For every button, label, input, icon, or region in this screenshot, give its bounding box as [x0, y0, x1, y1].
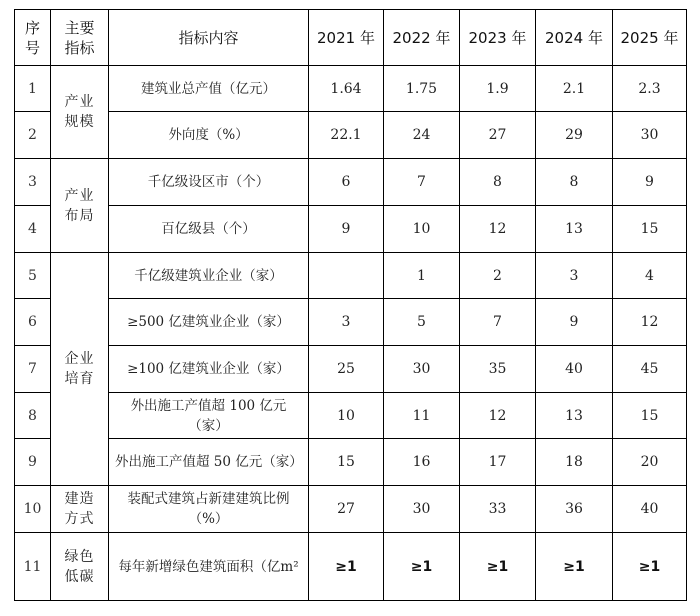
row-content: 外出施工产值超 50 亿元（家） — [109, 439, 309, 486]
cell-2022: 5 — [384, 299, 460, 346]
cell-2024: 18 — [536, 439, 613, 486]
table-row — [15, 206, 687, 253]
cell-2023: 12 — [460, 393, 536, 439]
cell-2025: 9 — [613, 159, 687, 206]
cell-2023: 17 — [460, 439, 536, 486]
cell-2021: 1.64 — [309, 66, 384, 112]
cell-2023: 8 — [460, 159, 536, 206]
cell-2024: 29 — [536, 112, 613, 159]
cell-2024: 36 — [536, 486, 613, 533]
table-row — [15, 299, 687, 346]
row-seq: 2 — [15, 112, 51, 159]
row-content: 每年新增绿色建筑面积（亿m² — [109, 533, 309, 601]
cell-2022: 11 — [384, 393, 460, 439]
table-row — [15, 393, 687, 439]
cell-2021 — [309, 253, 384, 299]
row-seq: 3 — [15, 159, 51, 206]
cell-2024: 40 — [536, 346, 613, 393]
cell-2024: 13 — [536, 393, 613, 439]
cell-2024: 13 — [536, 206, 613, 253]
cell-2025: 2.3 — [613, 66, 687, 112]
header-year-2022: 2022 年 — [384, 10, 460, 66]
row-seq: 11 — [15, 533, 51, 601]
cell-2022: 7 — [384, 159, 460, 206]
table-row — [15, 253, 687, 299]
row-content: ≥500 亿建筑业企业（家） — [109, 299, 309, 346]
row-seq: 7 — [15, 346, 51, 393]
row-seq: 8 — [15, 393, 51, 439]
cell-2025: 4 — [613, 253, 687, 299]
cell-2023: ≥1 — [460, 533, 536, 601]
cell-2021: 25 — [309, 346, 384, 393]
cell-2021: ≥1 — [309, 533, 384, 601]
cell-2022: 30 — [384, 346, 460, 393]
cell-2022: ≥1 — [384, 533, 460, 601]
row-seq: 1 — [15, 66, 51, 112]
row-seq: 5 — [15, 253, 51, 299]
group-scale: 产业规模 — [51, 66, 109, 159]
table-row — [15, 112, 687, 159]
row-seq: 4 — [15, 206, 51, 253]
group-cultivation: 企业培育 — [51, 253, 109, 486]
cell-2023: 12 — [460, 206, 536, 253]
table-container — [14, 9, 687, 601]
cell-2025: 45 — [613, 346, 687, 393]
header-category: 主要指标 — [51, 10, 109, 66]
cell-2023: 33 — [460, 486, 536, 533]
row-content: 千亿级建筑业企业（家） — [109, 253, 309, 299]
header-year-2024: 2024 年 — [536, 10, 613, 66]
cell-2025: 12 — [613, 299, 687, 346]
cell-2022: 1.75 — [384, 66, 460, 112]
row-seq: 6 — [15, 299, 51, 346]
table-row — [15, 486, 687, 533]
row-content: ≥100 亿建筑业企业（家） — [109, 346, 309, 393]
header-year-2021: 2021 年 — [309, 10, 384, 66]
cell-2021: 27 — [309, 486, 384, 533]
row-content: 外出施工产值超 100 亿元（家） — [109, 393, 309, 439]
cell-2022: 10 — [384, 206, 460, 253]
row-content: 千亿级设区市（个） — [109, 159, 309, 206]
cell-2023: 35 — [460, 346, 536, 393]
cell-2021: 10 — [309, 393, 384, 439]
header-row — [15, 10, 687, 66]
cell-2021: 22.1 — [309, 112, 384, 159]
row-seq: 9 — [15, 439, 51, 486]
cell-2023: 2 — [460, 253, 536, 299]
cell-2022: 16 — [384, 439, 460, 486]
table-row — [15, 66, 687, 112]
cell-2025: ≥1 — [613, 533, 687, 601]
cell-2024: 8 — [536, 159, 613, 206]
cell-2025: 40 — [613, 486, 687, 533]
cell-2024: ≥1 — [536, 533, 613, 601]
cell-2023: 7 — [460, 299, 536, 346]
cell-2022: 1 — [384, 253, 460, 299]
table-row — [15, 159, 687, 206]
indicator-table — [14, 9, 687, 601]
cell-2025: 20 — [613, 439, 687, 486]
cell-2022: 30 — [384, 486, 460, 533]
row-content: 建筑业总产值（亿元） — [109, 66, 309, 112]
group-construction-mode: 建造方式 — [51, 486, 109, 533]
table-row — [15, 346, 687, 393]
header-year-2023: 2023 年 — [460, 10, 536, 66]
cell-2021: 9 — [309, 206, 384, 253]
cell-2021: 6 — [309, 159, 384, 206]
cell-2024: 2.1 — [536, 66, 613, 112]
cell-2024: 3 — [536, 253, 613, 299]
row-content: 装配式建筑占新建建筑比例（%） — [109, 486, 309, 533]
cell-2023: 1.9 — [460, 66, 536, 112]
header-seq: 序号 — [15, 10, 51, 66]
cell-2024: 9 — [536, 299, 613, 346]
group-layout: 产业布局 — [51, 159, 109, 253]
header-year-2025: 2025 年 — [613, 10, 687, 66]
cell-2022: 24 — [384, 112, 460, 159]
cell-2025: 30 — [613, 112, 687, 159]
table-row — [15, 533, 687, 601]
cell-2025: 15 — [613, 206, 687, 253]
row-content: 外向度（%） — [109, 112, 309, 159]
row-seq: 10 — [15, 486, 51, 533]
row-content: 百亿级县（个） — [109, 206, 309, 253]
cell-2021: 3 — [309, 299, 384, 346]
group-green: 绿色低碳 — [51, 533, 109, 601]
cell-2025: 15 — [613, 393, 687, 439]
cell-2021: 15 — [309, 439, 384, 486]
header-content: 指标内容 — [109, 10, 309, 66]
cell-2023: 27 — [460, 112, 536, 159]
table-row — [15, 439, 687, 486]
